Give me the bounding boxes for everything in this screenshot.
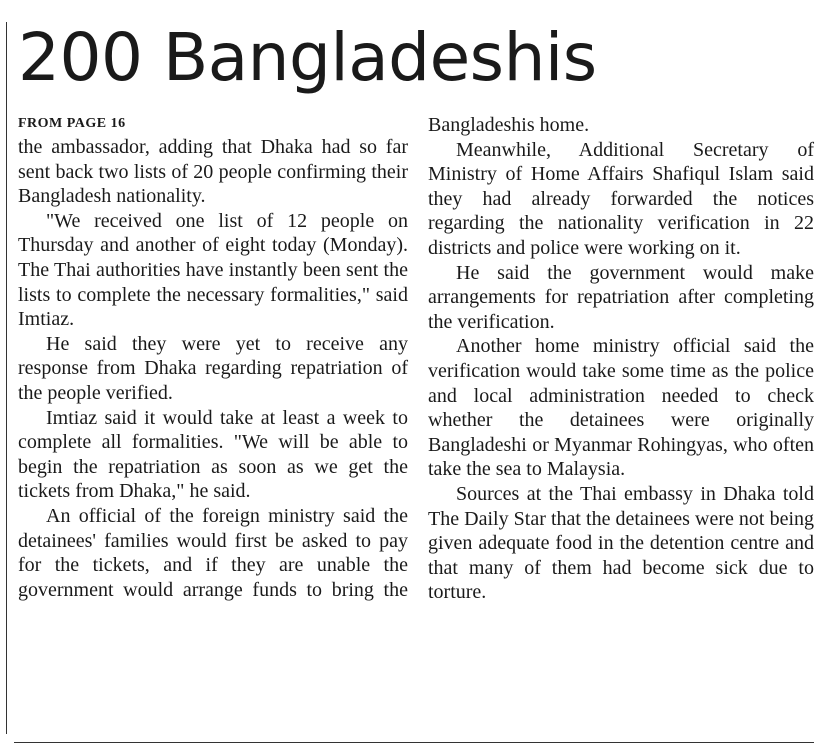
paragraph: He said the government would make arrangements for repatriation after completing the verification.: [428, 261, 814, 333]
paragraph: "We received one list of 12 people on Thursday and another of eight today (Monday). The Thai authorities have instantly been sent the lists to complete the necessary formalities," said Imtiaz.: [18, 209, 408, 331]
paragraph: the ambassador, adding that Dhaka had so far sent back two lists of 20 people confirming their Bangladesh nationality.: [18, 136, 408, 208]
paragraph: Meanwhile, Additional Secretary of Ministry of Home Affairs Shafiqul Islam said they had already forwarded the notices regarding the nationality verification in 22 districts and police were working on it.: [428, 138, 814, 259]
paragraph: Imtiaz said it would take at least a week to complete all formalities. "We will be able to begin the repatriation as soon as we get the tickets from Dhaka," he said.: [18, 406, 408, 503]
right-column: [428, 113, 814, 605]
paragraph: An official of the foreign ministry said the detainees' families would first be asked to pay for the tickets, and if they are unable the government would arrange funds to bring the: [18, 504, 408, 601]
paragraph: Another home ministry official said the verification would take some time as the police and local administration needed to check whether the detainees were originally Bangladeshi or Myanmar Rohingyas, who often take the sea to Malaysia.: [428, 335, 814, 481]
paragraph: Bangladeshis home.: [428, 114, 590, 136]
left-column: [18, 113, 408, 602]
headline: 200 Bangladeshis: [18, 19, 597, 96]
bottom-rule: [14, 742, 814, 743]
continuation-kicker: FROM PAGE 16: [18, 116, 126, 131]
paragraph: Sources at the Thai embassy in Dhaka told The Daily Star that the detainees were not being given adequate food in the detention centre and that many of them had become sick due to torture.: [428, 482, 814, 604]
left-column-rule: [6, 22, 7, 734]
paragraph: He said they were yet to receive any response from Dhaka regarding repatriation of the people verified.: [18, 332, 408, 404]
